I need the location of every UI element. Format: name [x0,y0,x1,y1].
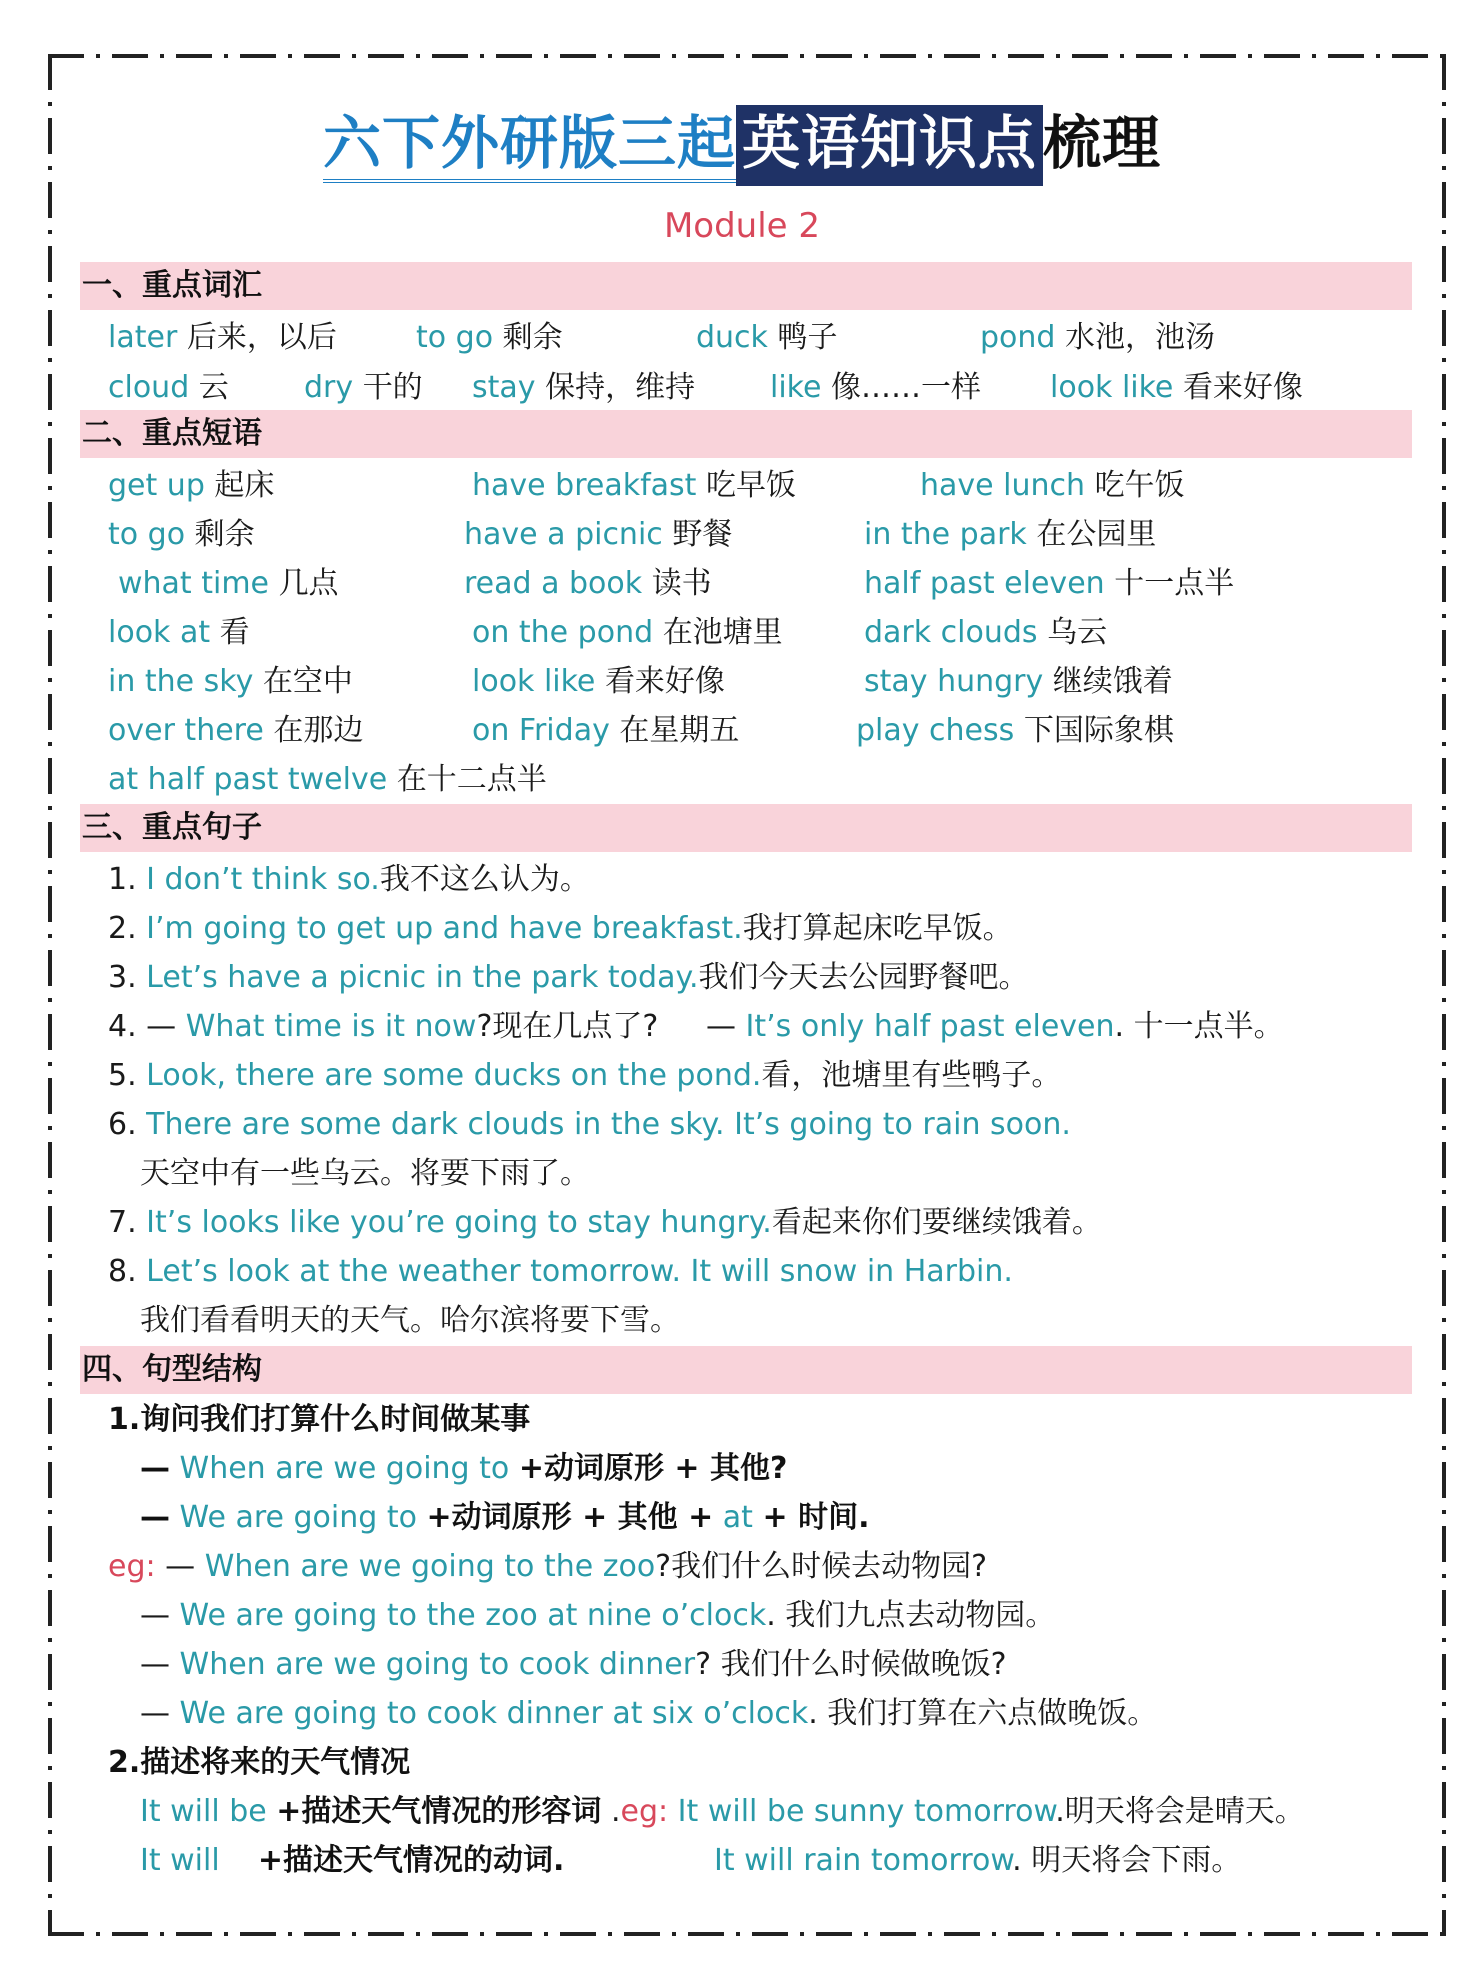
sentence-item: 1. I don’t think so.我不这么认为。 [108,862,590,897]
phrase-item: have breakfast 吃早饭 [472,468,796,503]
sentence-item: 4. — What time is it now?现在几点了? — It’s only half past eleven. 十一点半。 [108,1009,1284,1044]
sentence-item: 3. Let’s have a picnic in the park today.我们今天去公园野餐吧。 [108,960,1029,995]
phrase-item: what time 几点 [118,566,339,601]
vocab-item: pond 水池，池汤 [980,320,1216,355]
example-line: — We are going to the zoo at nine o’clock. 我们九点去动物园。 [140,1598,1056,1633]
section-header-vocab: 一、重点词汇 [80,262,1412,310]
phrase-item: look at 看 [108,615,250,650]
pattern-title: 1.询问我们打算什么时间做某事 [108,1402,531,1437]
border-top [48,54,1446,58]
title-part-3: 梳理 [1043,109,1162,177]
phrase-item: play chess 下国际象棋 [856,713,1174,748]
phrase-item: look like 看来好像 [472,664,725,699]
phrase-item: in the sky 在空中 [108,664,353,699]
sentence-item: 8. Let’s look at the weather tomorrow. It will snow in Harbin. [108,1254,1013,1289]
section-header-patterns: 四、句型结构 [80,1346,1412,1394]
vocab-item: to go 剩余 [416,320,563,355]
section-header-phrases: 二、重点短语 [80,410,1412,458]
page-title [323,96,1161,180]
phrase-item: half past eleven 十一点半 [864,566,1235,601]
phrase-item: have a picnic 野餐 [464,517,733,552]
phrase-item: get up 起床 [108,468,275,503]
title-block [0,96,1484,180]
pattern-line: — When are we going to +动词原形 + 其他? [140,1451,788,1486]
pattern-title: 2.描述将来的天气情况 [108,1745,411,1780]
vocab-item: like 像……一样 [770,370,981,405]
phrase-item: in the park 在公园里 [864,517,1157,552]
sentence-item: 6. There are some dark clouds in the sky. It’s going to rain soon. [108,1107,1071,1142]
section-header-sentences: 三、重点句子 [80,804,1412,852]
vocab-item: later 后来，以后 [108,320,337,355]
vocab-item: cloud 云 [108,370,229,405]
phrase-item: at half past twelve 在十二点半 [108,762,547,797]
vocab-item: look like 看来好像 [1050,370,1303,405]
vocab-item: duck 鸭子 [696,320,838,355]
title-part-1: 六下外研版三起 [323,109,736,183]
phrase-item: on the pond 在池塘里 [472,615,783,650]
phrase-item: stay hungry 继续饿着 [864,664,1173,699]
example-line: — When are we going to cook dinner? 我们什么时候做晚饭? [140,1647,1007,1682]
border-bottom [48,1932,1446,1936]
title-part-2: 英语知识点 [736,105,1043,186]
phrase-item: read a book 读书 [464,566,712,601]
sentence-item: 2. I’m going to get up and have breakfast.我打算起床吃早饭。 [108,911,1013,946]
example-line: — We are going to cook dinner at six o’clock. 我们打算在六点做晚饭。 [140,1696,1158,1731]
border-left [48,54,52,1936]
sentence-translation: 天空中有一些乌云。将要下雨了。 [140,1156,590,1191]
phrase-item: on Friday 在星期五 [472,713,740,748]
sentence-item: 5. Look, there are some ducks on the pond.看，池塘里有些鸭子。 [108,1058,1062,1093]
phrase-item: over there 在那边 [108,713,364,748]
example-line: eg: — When are we going to the zoo?我们什么时候去动物园? [108,1549,988,1584]
phrase-item: have lunch 吃午饭 [920,468,1185,503]
sentence-translation: 我们看看明天的天气。哈尔滨将要下雪。 [140,1303,680,1338]
pattern-line: It will +描述天气情况的动词. [140,1843,565,1878]
module-heading: Module 2 [663,206,821,246]
pattern-line: It will be +描述天气情况的形容词 .eg: It will be sunny tomorrow.明天将会是晴天。 [140,1794,1305,1829]
pattern-example: It will rain tomorrow. 明天将会下雨。 [714,1843,1242,1878]
vocab-item: dry 干的 [304,370,423,405]
phrase-item: dark clouds 乌云 [864,615,1108,650]
pattern-line: — We are going to +动词原形 + 其他 + at + 时间. [140,1500,870,1535]
phrase-item: to go 剩余 [108,517,255,552]
vocab-item: stay 保持，维持 [472,370,696,405]
sentence-item: 7. It’s looks like you’re going to stay hungry.看起来你们要继续饿着。 [108,1205,1102,1240]
border-right [1442,54,1446,1936]
